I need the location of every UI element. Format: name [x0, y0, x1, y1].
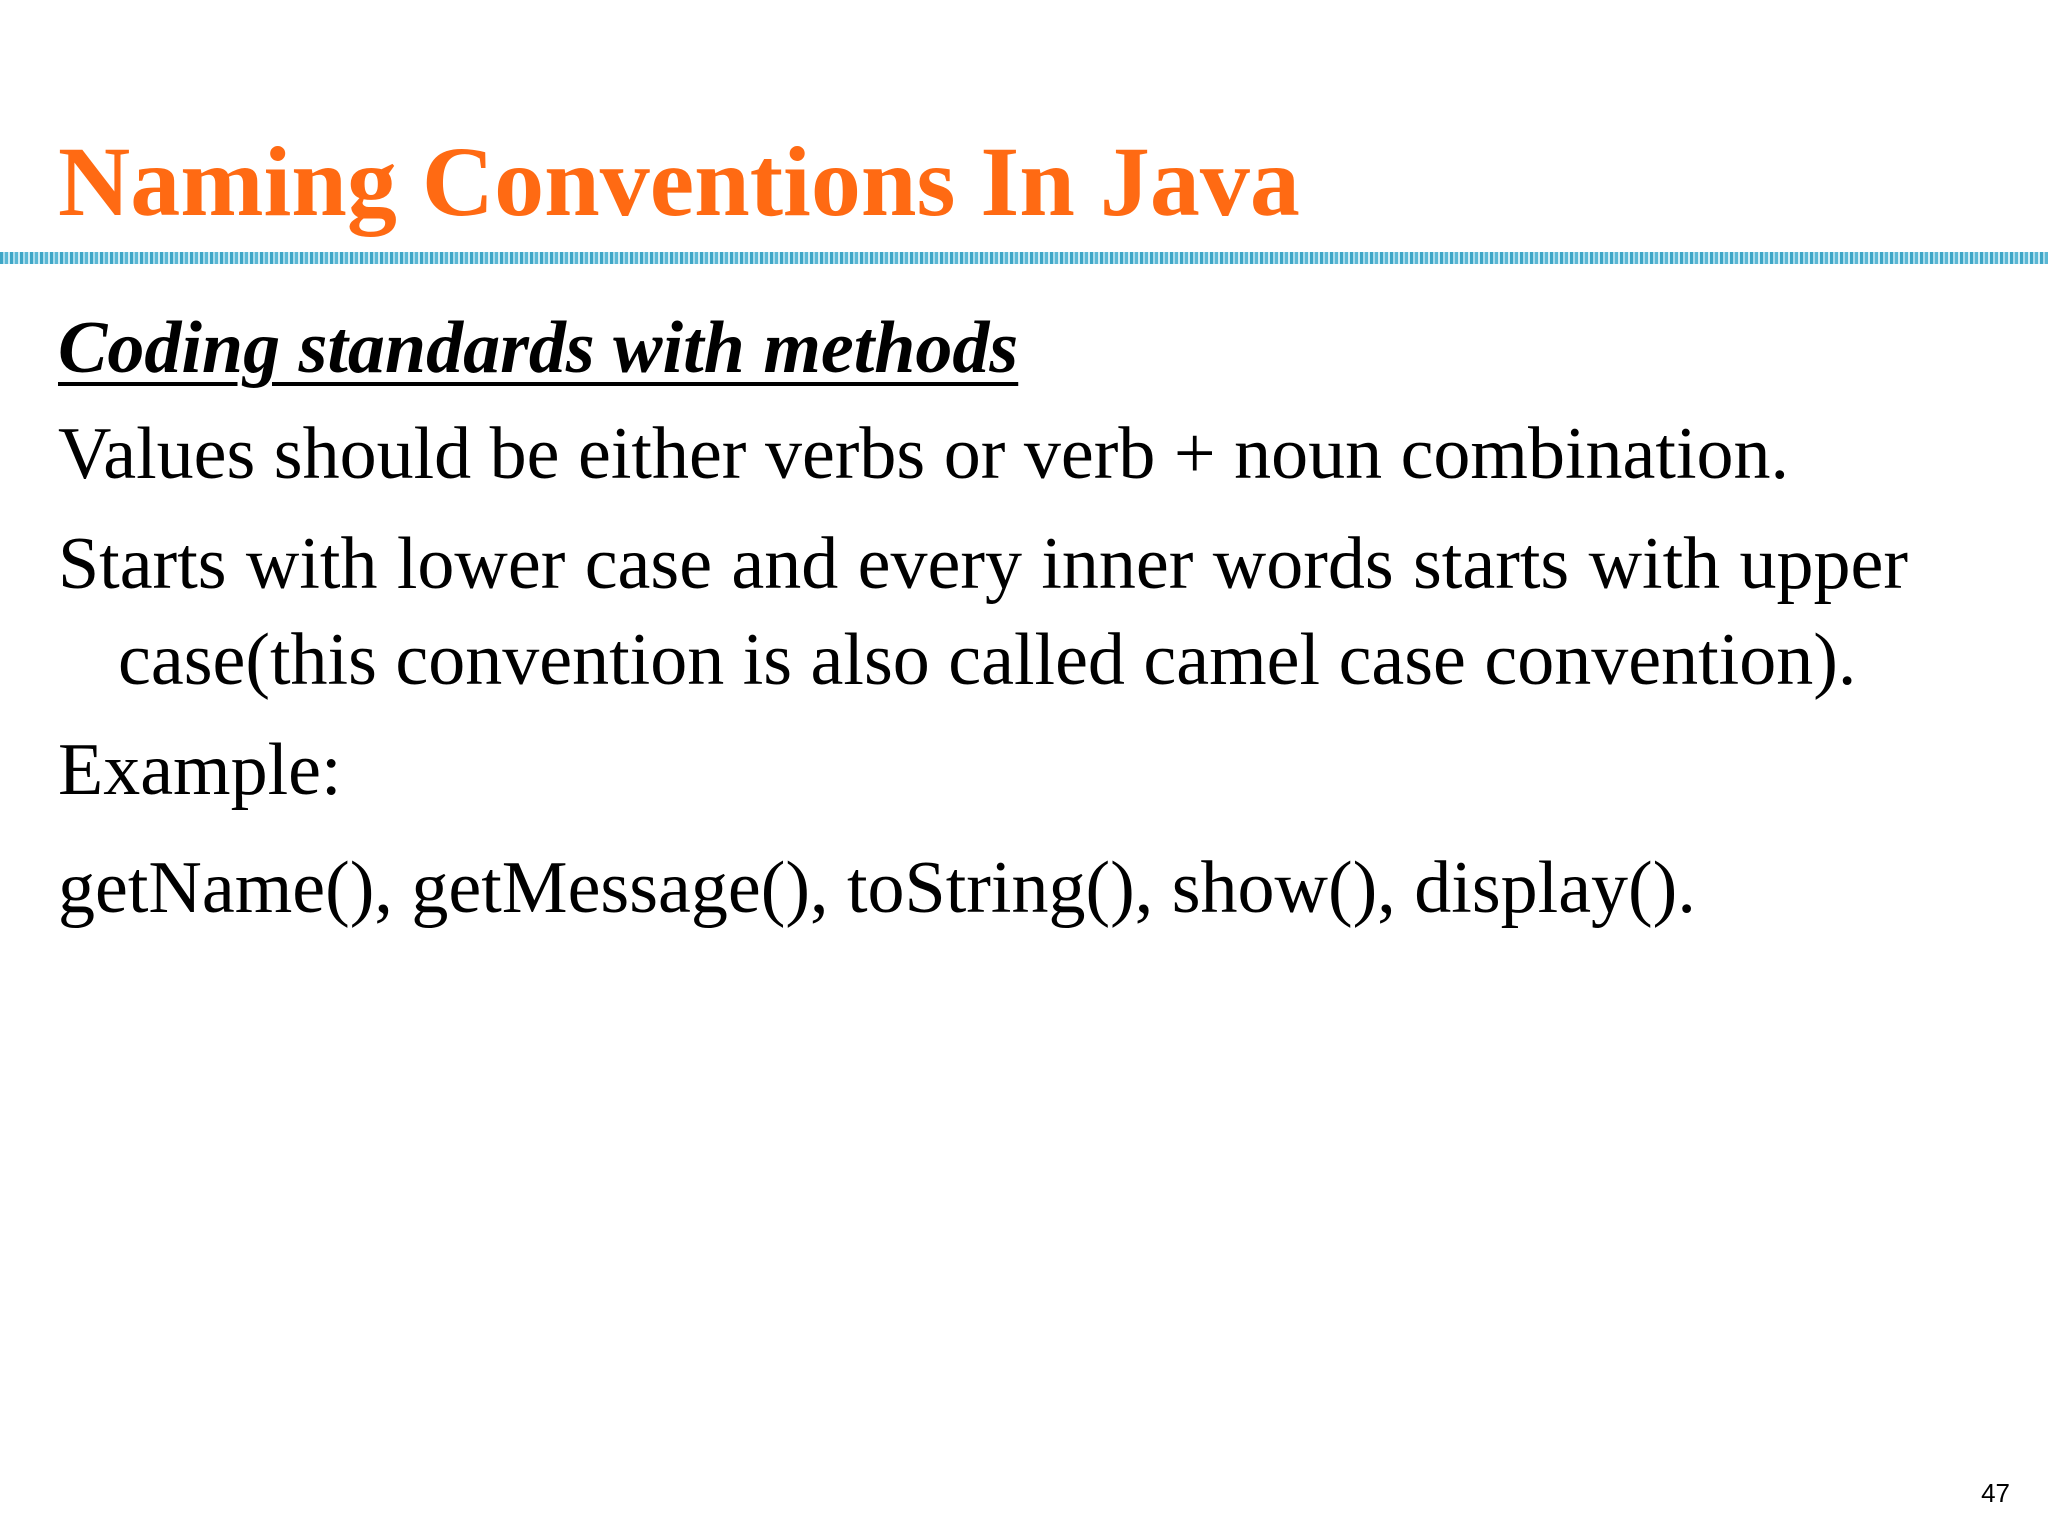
- rule-paragraph-1: Values should be either verbs or verb + noun combination.: [58, 413, 1790, 495]
- title-divider: [0, 252, 2048, 264]
- rule-paragraph-2: Starts with lower case and every inner words starts with upper case(this convention is also called camel case convention).: [58, 523, 1908, 701]
- slide-title: Naming Conventions In Java: [58, 126, 1300, 237]
- example-label: Example:: [58, 729, 342, 811]
- slide-content: [58, 300, 1908, 936]
- page-number: 47: [1981, 1478, 2010, 1508]
- section-subheading: Coding standards with methods: [58, 307, 1019, 389]
- example-text: getName(), getMessage(), toString(), show(), display().: [58, 847, 1696, 929]
